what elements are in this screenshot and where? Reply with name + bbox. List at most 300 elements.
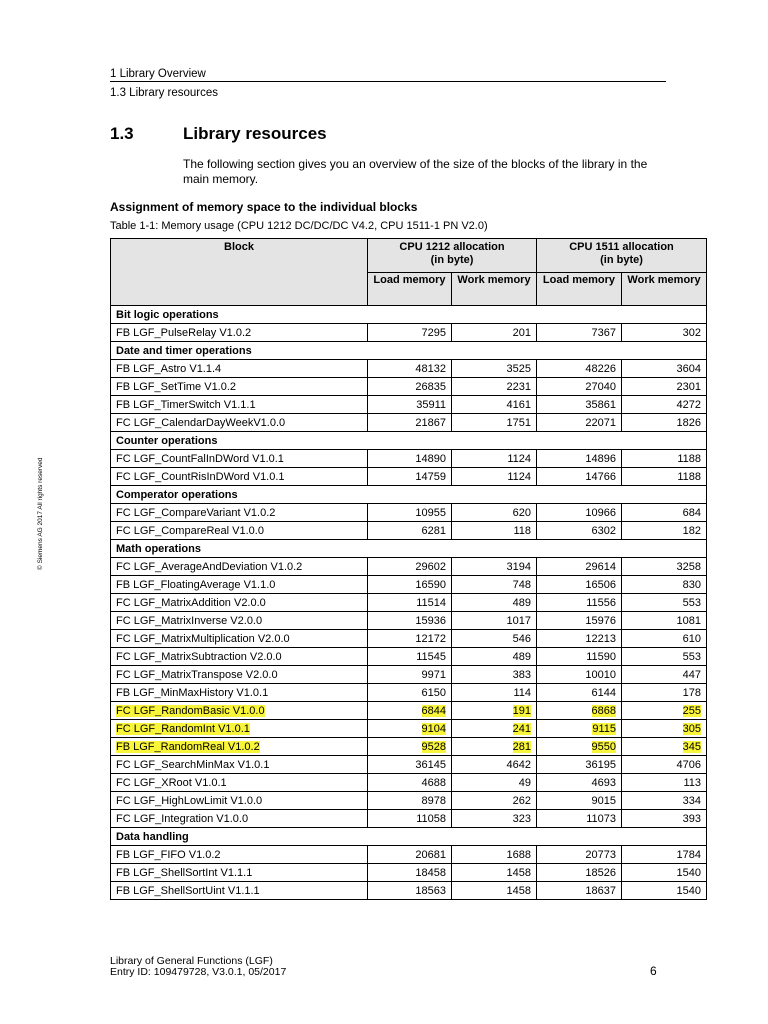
memory-value: 4642	[506, 758, 531, 771]
category-row	[111, 306, 707, 324]
memory-value: 35911	[416, 398, 446, 411]
memory-value: 3258	[676, 560, 702, 573]
memory-value: 11058	[416, 812, 446, 825]
memory-value: 18637	[585, 884, 616, 897]
block-name-cell	[111, 378, 368, 396]
cpu1511-work-cell	[622, 558, 707, 576]
table-row	[111, 576, 707, 594]
cpu1511-load-cell	[537, 666, 622, 684]
cpu1511-load-cell	[537, 468, 622, 486]
cpu1511-load-cell	[537, 324, 622, 342]
memory-value: 11514	[416, 596, 446, 609]
running-header-chapter: 1 Library Overview	[110, 68, 666, 82]
cpu1511-load-cell	[537, 702, 622, 720]
block-name: FB LGF_PulseRelay V1.0.2	[116, 326, 252, 339]
memory-value: 241	[512, 722, 531, 735]
memory-value: 4272	[676, 398, 702, 411]
cpu1511-load-cell	[537, 792, 622, 810]
cpu1212-work-cell	[452, 504, 537, 522]
memory-value: 323	[512, 812, 531, 825]
memory-value: 1188	[677, 470, 702, 483]
cpu1511-work-cell	[622, 810, 707, 828]
category-label: Data handling	[111, 828, 707, 846]
memory-value: 1540	[676, 866, 702, 879]
table-row	[111, 684, 707, 702]
cpu1212-load-cell	[368, 324, 452, 342]
cpu1212-work-cell	[452, 450, 537, 468]
cpu1212-load-cell	[368, 738, 452, 756]
memory-value: 114	[513, 686, 531, 699]
table-body	[111, 306, 707, 900]
category-label: Counter operations	[111, 432, 707, 450]
block-name-cell	[111, 594, 368, 612]
memory-value: 27040	[585, 380, 616, 393]
memory-value: 334	[682, 794, 702, 807]
memory-value: 4688	[421, 776, 446, 789]
cpu1212-work-cell	[452, 738, 537, 756]
table-row	[111, 414, 707, 432]
category-row	[111, 486, 707, 504]
block-name: FC LGF_MatrixSubtraction V2.0.0	[116, 650, 282, 663]
cpu1212-work-cell	[452, 468, 537, 486]
table-row	[111, 504, 707, 522]
cpu1212-load-cell	[368, 360, 452, 378]
block-name: FC LGF_CompareVariant V1.0.2	[116, 506, 276, 519]
memory-value: 11590	[586, 650, 616, 663]
block-name: FC LGF_MatrixMultiplication V2.0.0	[116, 632, 290, 645]
block-name: FC LGF_MatrixTranspose V2.0.0	[116, 668, 278, 681]
category-label: Comperator operations	[111, 486, 707, 504]
memory-value: 1458	[506, 866, 531, 879]
memory-value: 610	[682, 632, 702, 645]
cpu1511-work-cell	[622, 666, 707, 684]
memory-value: 1188	[677, 452, 702, 465]
cpu1511-work-cell	[622, 396, 707, 414]
memory-value: 15976	[585, 614, 616, 627]
cpu1212-load-cell	[368, 504, 452, 522]
memory-value: 6844	[421, 704, 446, 717]
section-title: Library resources	[183, 124, 327, 143]
table-row	[111, 360, 707, 378]
memory-value: 118	[513, 524, 531, 537]
cpu1212-work-cell	[452, 558, 537, 576]
block-name: FC LGF_CountFalInDWord V1.0.1	[116, 452, 284, 465]
memory-value: 383	[512, 668, 531, 681]
block-name-cell	[111, 810, 368, 828]
cpu1212-work-cell	[452, 684, 537, 702]
cpu1212-work-cell	[452, 414, 537, 432]
cpu1511-load-cell	[537, 450, 622, 468]
memory-value: 6281	[421, 524, 446, 537]
memory-value: 7295	[421, 326, 446, 339]
memory-value: 36145	[415, 758, 446, 771]
running-header-section: 1.3 Library resources	[110, 87, 219, 99]
memory-value: 11556	[586, 596, 616, 609]
cpu1212-load-cell	[368, 576, 452, 594]
cpu1511-work-cell	[622, 648, 707, 666]
footer-entry-id: Entry ID: 109479728, V3.0.1, 05/2017	[110, 966, 287, 978]
block-name: FC LGF_CalendarDayWeekV1.0.0	[116, 416, 286, 429]
cpu1212-work-cell	[452, 774, 537, 792]
cpu1511-load-cell	[537, 396, 622, 414]
memory-value: 345	[682, 740, 702, 753]
memory-value: 1751	[506, 416, 531, 429]
memory-value: 12172	[415, 632, 446, 645]
block-name-cell	[111, 864, 368, 882]
cpu1212-load-cell	[368, 558, 452, 576]
block-name-cell	[111, 792, 368, 810]
block-name-cell	[111, 630, 368, 648]
memory-value: 9971	[421, 668, 446, 681]
memory-value: 21867	[415, 416, 446, 429]
block-name-cell	[111, 684, 368, 702]
cpu1212-work-cell	[452, 594, 537, 612]
table-row	[111, 756, 707, 774]
cpu1212-load-cell	[368, 666, 452, 684]
memory-value: 620	[512, 506, 531, 519]
cpu1212-work-cell	[452, 702, 537, 720]
memory-value: 16506	[585, 578, 616, 591]
block-name: FB LGF_FIFO V1.0.2	[116, 848, 221, 861]
cpu1511-work-cell	[622, 792, 707, 810]
memory-value: 178	[682, 686, 702, 699]
cpu1212-work-cell	[452, 378, 537, 396]
memory-value: 35861	[585, 398, 616, 411]
table-row	[111, 648, 707, 666]
cpu1212-load-cell	[368, 846, 452, 864]
memory-value: 191	[512, 704, 531, 717]
cpu1212-load-cell	[368, 882, 452, 900]
cpu1511-work-cell	[622, 720, 707, 738]
table-row	[111, 774, 707, 792]
memory-value: 49	[518, 776, 531, 789]
memory-value: 748	[512, 578, 531, 591]
table-row	[111, 882, 707, 900]
cpu1511-work-cell	[622, 594, 707, 612]
table-row	[111, 468, 707, 486]
col-header-cpu1511: CPU 1511 allocation (in byte)	[537, 239, 707, 273]
memory-value: 3194	[506, 560, 531, 573]
memory-value: 14890	[415, 452, 446, 465]
cpu1511-load-cell	[537, 756, 622, 774]
memory-value: 8978	[421, 794, 446, 807]
memory-value: 7367	[591, 326, 616, 339]
table-row	[111, 666, 707, 684]
cpu1212-work-cell	[452, 576, 537, 594]
memory-value: 6302	[591, 524, 616, 537]
category-label: Math operations	[111, 540, 707, 558]
memory-value: 1458	[506, 884, 531, 897]
cpu1212-work-cell	[452, 864, 537, 882]
block-name-cell	[111, 738, 368, 756]
block-name: FB LGF_ShellSortInt V1.1.1	[116, 866, 253, 879]
intro-paragraph: The following section gives you an overview of the size of the blocks of the library in the main memory.	[183, 157, 648, 186]
memory-value: 36195	[585, 758, 616, 771]
memory-value: 15936	[415, 614, 446, 627]
cpu1511-load-cell	[537, 522, 622, 540]
cpu1212-load-cell	[368, 756, 452, 774]
cpu1212-work-cell	[452, 792, 537, 810]
memory-value: 113	[683, 776, 702, 789]
subheading: Assignment of memory space to the individual blocks	[110, 200, 418, 214]
cpu1511-load-cell	[537, 414, 622, 432]
memory-value: 553	[682, 596, 702, 609]
cpu1212-load-cell	[368, 522, 452, 540]
block-name: FC LGF_AverageAndDeviation V1.0.2	[116, 560, 303, 573]
cpu1212-load-cell	[368, 684, 452, 702]
block-name: FB LGF_FloatingAverage V1.1.0	[116, 578, 276, 591]
memory-value: 14759	[415, 470, 446, 483]
cpu1511-work-cell	[622, 630, 707, 648]
block-name-cell	[111, 702, 368, 720]
cpu1212-load-cell	[368, 774, 452, 792]
memory-value: 4706	[676, 758, 702, 771]
cpu1511-work-cell	[622, 468, 707, 486]
block-name-cell	[111, 846, 368, 864]
memory-value: 1017	[506, 614, 531, 627]
memory-value: 305	[682, 722, 702, 735]
cpu1511-work-cell	[622, 612, 707, 630]
memory-value: 262	[512, 794, 531, 807]
cpu1511-load-cell	[537, 558, 622, 576]
col-header-work-memory: Work memory	[452, 273, 537, 306]
cpu1212-work-cell	[452, 756, 537, 774]
memory-value: 18563	[415, 884, 446, 897]
category-label: Bit logic operations	[111, 306, 707, 324]
block-name-cell	[111, 576, 368, 594]
memory-value: 489	[512, 650, 531, 663]
cpu1212-work-cell	[452, 648, 537, 666]
memory-value: 4161	[506, 398, 531, 411]
block-name-cell	[111, 360, 368, 378]
memory-value: 553	[682, 650, 702, 663]
memory-value: 302	[682, 326, 702, 339]
cpu1212-load-cell	[368, 468, 452, 486]
memory-value: 48132	[415, 362, 446, 375]
cpu1212-load-cell	[368, 864, 452, 882]
cpu1511-load-cell	[537, 684, 622, 702]
cpu1511-work-cell	[622, 504, 707, 522]
cpu1511-work-cell	[622, 882, 707, 900]
table-row	[111, 450, 707, 468]
block-name: FC LGF_HighLowLimit V1.0.0	[116, 794, 263, 807]
table-row	[111, 630, 707, 648]
cpu1511-load-cell	[537, 576, 622, 594]
block-name-cell	[111, 720, 368, 738]
category-row	[111, 540, 707, 558]
memory-value: 3604	[676, 362, 702, 375]
table-row	[111, 864, 707, 882]
block-name: FC LGF_SearchMinMax V1.0.1	[116, 758, 270, 771]
memory-value: 2231	[506, 380, 531, 393]
cpu1212-work-cell	[452, 630, 537, 648]
block-name: FC LGF_MatrixInverse V2.0.0	[116, 614, 263, 627]
cpu1212-load-cell	[368, 378, 452, 396]
block-name-cell	[111, 324, 368, 342]
cpu1511-work-cell	[622, 738, 707, 756]
block-name-cell	[111, 414, 368, 432]
cpu1511-work-cell	[622, 774, 707, 792]
memory-value: 546	[512, 632, 531, 645]
block-name-cell	[111, 450, 368, 468]
memory-value: 11073	[586, 812, 616, 825]
cpu1212-work-cell	[452, 810, 537, 828]
cpu1212-work-cell	[452, 522, 537, 540]
cpu1511-work-cell	[622, 414, 707, 432]
memory-value: 29614	[585, 560, 616, 573]
cpu1511-load-cell	[537, 360, 622, 378]
cpu1511-load-cell	[537, 720, 622, 738]
memory-value: 1784	[676, 848, 702, 861]
memory-value: 6868	[591, 704, 616, 717]
cpu1511-work-cell	[622, 378, 707, 396]
block-name: FB LGF_Astro V1.1.4	[116, 362, 222, 375]
copyright-sidenote: © Siemens AG 2017 All rights reserved	[37, 457, 44, 570]
table-row	[111, 396, 707, 414]
table-row	[111, 720, 707, 738]
memory-value: 48226	[585, 362, 616, 375]
memory-value: 10955	[415, 506, 446, 519]
memory-value: 9528	[421, 740, 446, 753]
table-caption: Table 1-1: Memory usage (CPU 1212 DC/DC/DC V4.2, CPU 1511-1 PN V2.0)	[110, 220, 488, 232]
memory-value: 14896	[585, 452, 616, 465]
block-name: FC LGF_RandomBasic V1.0.0	[116, 704, 265, 717]
cpu1511-load-cell	[537, 504, 622, 522]
table-row	[111, 612, 707, 630]
memory-value: 684	[682, 506, 702, 519]
category-row	[111, 432, 707, 450]
category-row	[111, 828, 707, 846]
memory-value: 14766	[585, 470, 616, 483]
section-number: 1.3	[110, 124, 134, 143]
cpu1511-load-cell	[537, 612, 622, 630]
memory-value: 29602	[415, 560, 446, 573]
cpu1212-work-cell	[452, 396, 537, 414]
cpu1511-load-cell	[537, 774, 622, 792]
table-row	[111, 738, 707, 756]
cpu1511-load-cell	[537, 630, 622, 648]
page-number: 6	[650, 964, 657, 978]
cpu1212-work-cell	[452, 360, 537, 378]
table-row	[111, 378, 707, 396]
cpu1212-load-cell	[368, 630, 452, 648]
block-name: FC LGF_CountRisInDWord V1.0.1	[116, 470, 285, 483]
memory-value: 18526	[585, 866, 616, 879]
cpu1212-work-cell	[452, 720, 537, 738]
table-row	[111, 810, 707, 828]
block-name-cell	[111, 774, 368, 792]
memory-value: 10966	[585, 506, 616, 519]
block-name: FC LGF_RandomInt V1.0.1	[116, 722, 250, 735]
memory-value: 10010	[585, 668, 616, 681]
memory-value: 182	[682, 524, 702, 537]
memory-value: 6144	[591, 686, 616, 699]
memory-value: 447	[682, 668, 702, 681]
col-header-load-memory: Load memory	[368, 273, 452, 306]
col-header-cpu1212: CPU 1212 allocation (in byte)	[368, 239, 537, 273]
cpu1212-work-cell	[452, 846, 537, 864]
memory-value: 255	[682, 704, 702, 717]
cpu1511-work-cell	[622, 522, 707, 540]
cpu1511-load-cell	[537, 378, 622, 396]
block-name-cell	[111, 504, 368, 522]
block-name: FB LGF_ShellSortUint V1.1.1	[116, 884, 260, 897]
block-name: FC LGF_CompareReal V1.0.0	[116, 524, 264, 537]
block-name-cell	[111, 522, 368, 540]
memory-value: 830	[682, 578, 702, 591]
cpu1212-load-cell	[368, 702, 452, 720]
cpu1511-load-cell	[537, 810, 622, 828]
footer-title: Library of General Functions (LGF)	[110, 955, 273, 967]
cpu1212-load-cell	[368, 594, 452, 612]
block-name-cell	[111, 756, 368, 774]
cpu1511-load-cell	[537, 846, 622, 864]
cpu1212-load-cell	[368, 720, 452, 738]
table-row	[111, 522, 707, 540]
memory-value: 1540	[676, 884, 702, 897]
memory-value: 20773	[585, 848, 616, 861]
memory-value: 9015	[591, 794, 616, 807]
memory-value: 1124	[507, 452, 531, 465]
cpu1511-load-cell	[537, 648, 622, 666]
block-name: FB LGF_SetTime V1.0.2	[116, 380, 237, 393]
cpu1511-work-cell	[622, 360, 707, 378]
memory-value: 9115	[592, 722, 616, 735]
cpu1511-work-cell	[622, 324, 707, 342]
cpu1511-load-cell	[537, 882, 622, 900]
cpu1212-work-cell	[452, 882, 537, 900]
cpu1212-load-cell	[368, 648, 452, 666]
memory-value: 393	[682, 812, 702, 825]
memory-value: 26835	[415, 380, 446, 393]
cpu1212-load-cell	[368, 414, 452, 432]
block-name: FC LGF_MatrixAddition V2.0.0	[116, 596, 266, 609]
memory-value: 1826	[676, 416, 702, 429]
col-header-block: Block	[111, 239, 368, 306]
col-header-work-memory: Work memory	[622, 273, 707, 306]
block-name-cell	[111, 558, 368, 576]
table-row	[111, 558, 707, 576]
memory-value: 6150	[421, 686, 446, 699]
memory-value: 1688	[506, 848, 531, 861]
cpu1511-work-cell	[622, 846, 707, 864]
col-header-load-memory: Load memory	[537, 273, 622, 306]
memory-value: 2301	[676, 380, 702, 393]
cpu1511-load-cell	[537, 594, 622, 612]
block-name-cell	[111, 648, 368, 666]
block-name: FB LGF_TimerSwitch V1.1.1	[116, 398, 256, 411]
cpu1511-load-cell	[537, 864, 622, 882]
memory-value: 489	[512, 596, 531, 609]
cpu1212-load-cell	[368, 612, 452, 630]
block-name: FC LGF_Integration V1.0.0	[116, 812, 249, 825]
cpu1511-work-cell	[622, 684, 707, 702]
block-name-cell	[111, 468, 368, 486]
memory-value: 1081	[676, 614, 702, 627]
block-name: FB LGF_MinMaxHistory V1.0.1	[116, 686, 269, 699]
cpu1511-work-cell	[622, 864, 707, 882]
cpu1212-load-cell	[368, 810, 452, 828]
block-name: FC LGF_XRoot V1.0.1	[116, 776, 227, 789]
cpu1212-load-cell	[368, 792, 452, 810]
table-row	[111, 792, 707, 810]
cpu1212-work-cell	[452, 612, 537, 630]
memory-value: 3525	[506, 362, 531, 375]
category-label: Date and timer operations	[111, 342, 707, 360]
memory-value: 22071	[585, 416, 616, 429]
block-name-cell	[111, 396, 368, 414]
memory-value: 18458	[415, 866, 446, 879]
